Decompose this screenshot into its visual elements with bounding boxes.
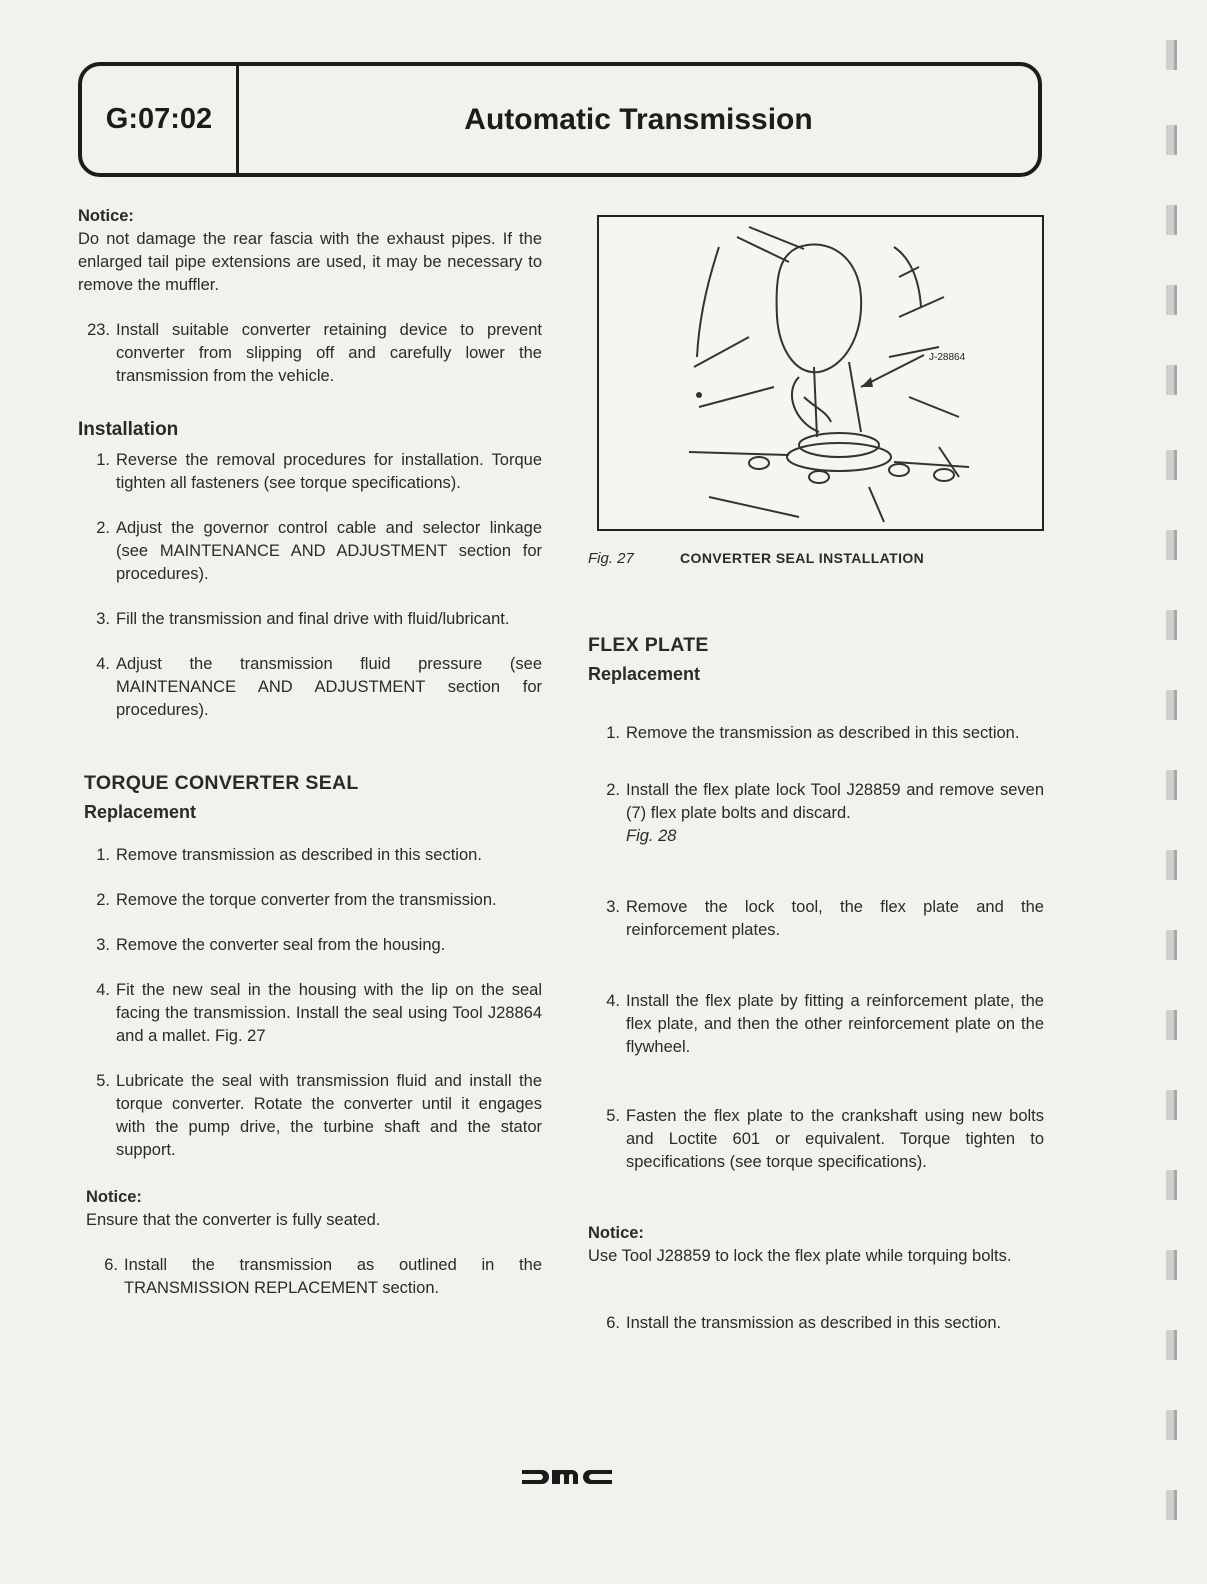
step-number: 2. (96, 519, 110, 537)
step-number: 4. (96, 655, 110, 673)
index-tab (1166, 285, 1177, 315)
step-number: 1. (606, 724, 620, 742)
step-number: 4. (96, 981, 110, 999)
step-text: Reverse the removal procedures for installation. Torque tighten all fasteners (see torque specifications). (116, 451, 542, 492)
index-tab (1166, 1090, 1177, 1120)
flex-step-6 (588, 1312, 1044, 1335)
figure-reference: Fig. 28 (626, 827, 677, 845)
flex-step (588, 722, 1044, 745)
step-text: Install the transmission as described in this section. (626, 1314, 1002, 1332)
notice-text: Ensure that the converter is fully seated. (86, 1211, 381, 1229)
index-tab (1166, 1410, 1177, 1440)
step-number: 5. (606, 1107, 620, 1125)
index-tab (1166, 530, 1177, 560)
step-text: Adjust the transmission fluid pressure (see MAINTENANCE AND ADJUSTMENT section for procedures). (116, 655, 542, 719)
step-text: Remove transmission as described in this section. (116, 846, 482, 864)
step-text: Adjust the governor control cable and selector linkage (see MAINTENANCE AND ADJUSTMENT section for procedures). (116, 519, 542, 583)
install-step (78, 653, 542, 722)
step-text: Remove the lock tool, the flex plate and the reinforcement plates. (626, 898, 1044, 939)
index-tab (1166, 850, 1177, 880)
index-tab (1166, 450, 1177, 480)
figure-27 (597, 215, 1044, 531)
index-tab (1166, 1330, 1177, 1360)
flex-heading: FLEX PLATE (588, 634, 709, 656)
index-tab (1166, 1490, 1177, 1520)
step-text (626, 779, 1044, 848)
index-tab (1166, 690, 1177, 720)
seal-step (78, 889, 542, 912)
step-number: 1. (96, 846, 110, 864)
flex-step (588, 990, 1044, 1059)
notice-label: Notice: (588, 1224, 644, 1242)
step-text: Install suitable converter retaining device to prevent converter from slipping off and carefully lower the transmission from the vehicle. (116, 321, 542, 385)
seal-step (78, 934, 542, 957)
step-number: 3. (96, 936, 110, 954)
seal-step (78, 979, 542, 1048)
left-column (78, 205, 542, 1300)
step-number: 6. (606, 1314, 620, 1332)
index-tab (1166, 125, 1177, 155)
flex-step (588, 779, 1044, 848)
index-tab (1166, 930, 1177, 960)
step-number: 6. (104, 1256, 118, 1274)
right-column (588, 634, 1044, 1335)
step-text: Install the transmission as outlined in the TRANSMISSION REPLACEMENT section. (124, 1256, 542, 1297)
tool-label: J-28864 (929, 352, 966, 363)
figure-number: Fig. 27 (588, 550, 634, 567)
index-tab (1166, 205, 1177, 235)
index-tab (1166, 1250, 1177, 1280)
step-text: Fill the transmission and final drive with fluid/lubricant. (116, 610, 510, 628)
notice-text: Do not damage the rear fascia with the exhaust pipes. If the enlarged tail pipe extensions are used, it may be necessary to remove the muffler. (78, 230, 542, 294)
step-text: Remove the torque converter from the transmission. (116, 891, 497, 909)
step-number: 1. (96, 451, 110, 469)
index-tab (1166, 770, 1177, 800)
figure-caption (588, 550, 924, 567)
page-title: Automatic Transmission (464, 102, 813, 136)
notice-text: Use Tool J28859 to lock the flex plate while torquing bolts. (588, 1247, 1012, 1265)
step-number: 4. (606, 992, 620, 1010)
step-number: 3. (606, 898, 620, 916)
step-number: 2. (96, 891, 110, 909)
step-number: 23. (87, 321, 110, 339)
install-step (78, 608, 542, 631)
index-tabs (1160, 40, 1190, 1560)
seal-step (78, 844, 542, 867)
seal-subheading: Replacement (84, 802, 197, 822)
seal-heading: TORQUE CONVERTER SEAL (84, 772, 359, 794)
index-tab (1166, 1010, 1177, 1040)
step-text: Install the flex plate by fitting a reinforcement plate, the flex plate, and then the other reinforcement plate on the flywheel. (626, 992, 1044, 1056)
step-23 (78, 319, 542, 388)
install-step (78, 449, 542, 495)
section-code: G:07:02 (82, 66, 239, 173)
notice-label: Notice: (86, 1188, 142, 1206)
seal-step-6 (86, 1254, 542, 1300)
install-step (78, 517, 542, 586)
index-tab (1166, 40, 1177, 70)
dmc-logo (522, 1466, 614, 1493)
step-number: 2. (606, 781, 620, 799)
seal-step (78, 1070, 542, 1162)
installation-heading: Installation (78, 419, 179, 440)
step-text: Remove the converter seal from the housing. (116, 936, 446, 954)
dmc-logo-mark (522, 1466, 614, 1488)
step-text: Remove the transmission as described in this section. (626, 724, 1020, 742)
figure-title: CONVERTER SEAL INSTALLATION (680, 550, 925, 566)
flex-step (588, 1105, 1044, 1174)
index-tab (1166, 1170, 1177, 1200)
flex-subheading: Replacement (588, 664, 701, 684)
index-tab (1166, 610, 1177, 640)
step-text: Lubricate the seal with transmission fluid and install the torque converter. Rotate the converter until it engages with the pump drive, the turbine shaft and the stator support. (116, 1072, 542, 1159)
step-text: Fasten the flex plate to the crankshaft using new bolts and Loctite 601 or equivalent. Torque tighten to specifications (see torque specifications). (626, 1107, 1044, 1171)
step-text: Fit the new seal in the housing with the lip on the seal facing the transmission. Install the seal using Tool J28864 and a mallet. Fig. 27 (116, 981, 542, 1045)
notice-label: Notice: (78, 207, 134, 225)
step-number: 5. (96, 1072, 110, 1090)
step-number: 3. (96, 610, 110, 628)
page-header (78, 62, 1042, 177)
step-text-body: Install the flex plate lock Tool J28859 and remove seven (7) flex plate bolts and discard. (626, 781, 1044, 822)
converter-seal-illustration (599, 217, 1042, 529)
flex-step (588, 896, 1044, 942)
index-tab (1166, 365, 1177, 395)
